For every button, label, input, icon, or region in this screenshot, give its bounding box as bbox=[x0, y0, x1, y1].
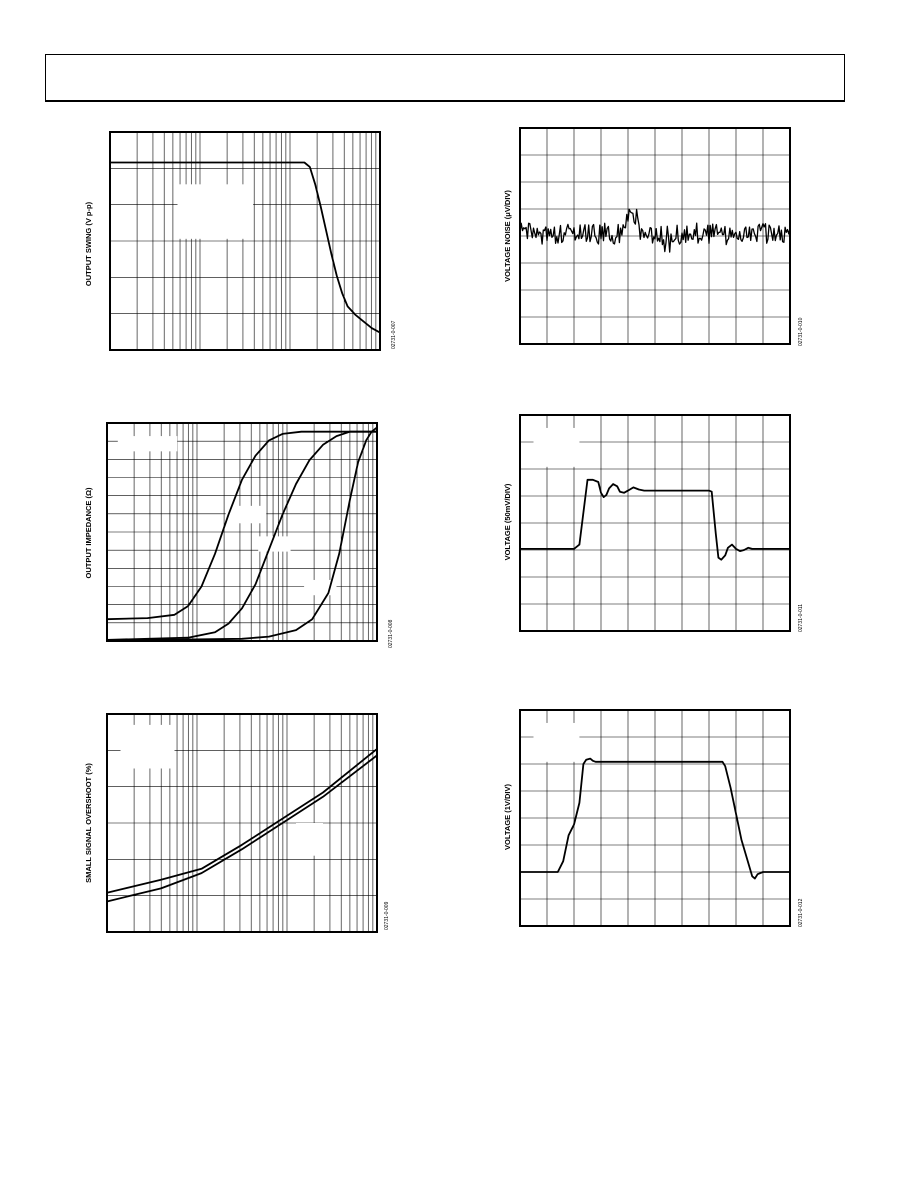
figure-id: 02731-0-012 bbox=[798, 898, 804, 927]
voltage-noise-plot bbox=[486, 122, 816, 357]
label-patch bbox=[534, 723, 580, 762]
y-axis-label: SMALL SIGNAL OVERSHOOT (%) bbox=[84, 763, 93, 883]
y-axis-label: VOLTAGE (50mV/DIV) bbox=[503, 483, 512, 561]
small-step-response-plot bbox=[486, 410, 816, 645]
large-step-response-plot bbox=[486, 705, 816, 940]
small-step-response-chart bbox=[486, 410, 816, 645]
y-axis-label: OUTPUT IMPEDANCE (Ω) bbox=[84, 487, 93, 579]
label-patch bbox=[178, 184, 254, 239]
small-signal-overshoot-chart bbox=[70, 710, 400, 945]
figure-id: 02731-0-007 bbox=[391, 320, 397, 349]
label-patch bbox=[258, 536, 290, 551]
label-patch bbox=[534, 428, 580, 467]
page-header-box bbox=[45, 54, 845, 102]
label-patch bbox=[121, 725, 175, 769]
y-axis-label: VOLTAGE (1V/DIV) bbox=[503, 784, 512, 850]
output-impedance-plot bbox=[70, 418, 400, 653]
series-line-1 bbox=[107, 749, 377, 893]
output-swing-plot bbox=[70, 126, 400, 361]
figure-id: 02731-0-010 bbox=[798, 317, 804, 346]
label-patch bbox=[226, 506, 266, 523]
small-signal-overshoot-plot bbox=[70, 710, 400, 945]
output-impedance-chart bbox=[70, 418, 400, 653]
label-patch bbox=[118, 436, 177, 451]
figure-id: 02731-0-008 bbox=[388, 619, 394, 648]
output-swing-chart bbox=[70, 126, 400, 361]
series-line-2 bbox=[107, 755, 377, 901]
figure-id: 02731-0-011 bbox=[798, 604, 804, 632]
label-patch bbox=[296, 823, 323, 856]
figure-id: 02731-0-009 bbox=[384, 901, 390, 930]
series-line-2 bbox=[107, 432, 377, 640]
voltage-noise-chart bbox=[486, 122, 816, 357]
large-step-response-chart bbox=[486, 705, 816, 940]
y-axis-label: OUTPUT SWING (V p-p) bbox=[84, 201, 93, 287]
y-axis-label: VOLTAGE NOISE (μV/DIV) bbox=[503, 190, 512, 282]
grid bbox=[110, 132, 380, 350]
